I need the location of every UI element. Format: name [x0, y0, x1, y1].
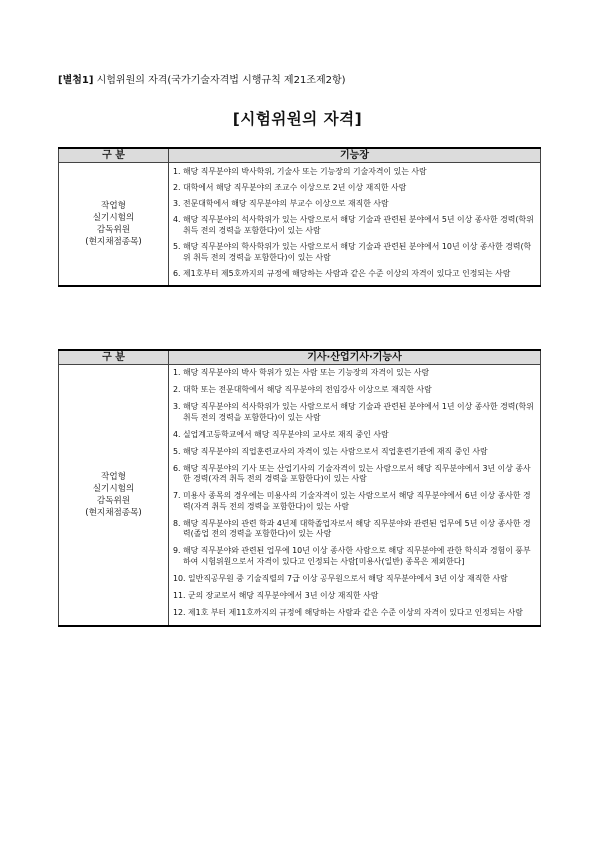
qualification-item: 8. 해당 직무분야의 관련 학과 4년제 대학졸업자로서 해당 직무분야와 관련된 업무에 5년 이상 종사한 경력(졸업 전의 경력을 포함한다)이 있는 사람 [173, 518, 531, 539]
attachment-header [58, 71, 346, 86]
category-cell [59, 163, 169, 286]
document-title: [시험위원의 자격] [232, 110, 363, 128]
qualification-column-header: 기능장 [169, 148, 541, 163]
qualification-item: 3. 해당 직무분야의 석사학위가 있는 사람으로서 해당 기술과 관련된 분야에서 1년 이상 종사한 경력(학위 취득 전의 경력을 포함한다)이 있는 사람 [173, 401, 534, 422]
category-line: (현지채점종목) [85, 507, 142, 518]
table-body-row [59, 365, 541, 626]
qualification-item: 9. 해당 직무분야와 관련된 업무에 10년 이상 종사한 사람으로 해당 직무분야에 관한 학식과 경험이 풍부하여 시험위원으로서 자격이 있다고 인정되는 사람[미용사(일반) 종목은 제외한다] [173, 546, 531, 566]
qualification-item: 1. 해당 직무분야의 박사 학위가 있는 사람 또는 기능장의 자격이 있는 사람 [173, 368, 430, 377]
category-cell [59, 365, 169, 626]
qualification-column-header: 기사·산업기사·기능사 [169, 350, 541, 365]
qualification-item: 1. 해당 직무분야의 박사학위, 기술사 또는 기능장의 기술자격이 있는 사람 [173, 167, 427, 176]
qualification-item: 4. 실업계고등학교에서 해당 직무분야의 교사로 재직 중인 사람 [173, 429, 389, 439]
category-line: (현지채점종목) [85, 236, 142, 247]
qualification-item: 7. 미용사 종목의 경우에는 미용사의 기술자격이 있는 사람으로서 해당 직무분야에서 6년 이상 종사한 경력(자격 취득 전의 경력을 포함한다)이 있는 사람 [173, 491, 531, 511]
qualification-item: 5. 해당 직무분야의 학사학위가 있는 사람으로서 해당 기술과 관련된 분야에서 10년 이상 종사한 경력(학위 취득 전의 경력을 포함한다)이 있는 사람 [173, 241, 532, 262]
category-column-header: 구 분 [59, 148, 169, 163]
category-line: 작업형 [101, 471, 126, 482]
qualification-list-cell [169, 365, 541, 626]
attachment-tag: [별첨1] [58, 75, 94, 86]
qualification-item: 6. 제1호부터 제5호까지의 규정에 해당하는 사람과 같은 수준 이상의 자격이 있다고 인정되는 사람 [173, 268, 511, 278]
qualification-item: 10. 일반직공무원 중 기술직렬의 7급 이상 공무원으로서 해당 직무분야에서 3년 이상 재직한 사람 [173, 573, 508, 583]
qualification-item: 3. 전문대학에서 해당 직무분야의 부교수 이상으로 재직한 사람 [173, 199, 389, 209]
qualification-item: 2. 대학에서 해당 직무분야의 조교수 이상으로 2년 이상 재직한 사람 [173, 183, 407, 193]
category-column-header: 구 분 [59, 350, 169, 365]
qualification-item: 5. 해당 직무분야의 직업훈련교사의 자격이 있는 사람으로서 직업훈련기관에 재직 중인 사람 [173, 446, 488, 456]
category-line: 감독위원 [96, 224, 131, 235]
qualification-item: 6. 해당 직무분야의 기사 또는 산업기사의 기술자격이 있는 사람으로서 해당 직무분야에서 3년 이상 종사한 경력(자격 취득 전의 경력을 포함한다)이 있는 사람 [173, 463, 531, 484]
attachment-header-text: 시험위원의 자격(국가기술자격법 시행규칙 제21조제2항) [93, 75, 346, 86]
table-body-row [59, 163, 541, 286]
qualification-item: 11. 군의 장교로서 해당 직무분야에서 3년 이상 재직한 사람 [173, 590, 379, 600]
category-line: 작업형 [101, 200, 126, 211]
qualification-table-engineer-technician [58, 349, 541, 627]
qualification-item: 4. 해당 직무분야의 석사학위가 있는 사람으로서 해당 기술과 관련된 분야에서 5년 이상 종사한 경력(학위 취득 전의 경력을 포함한다)이 있는 사람 [173, 215, 534, 235]
qualification-list-cell [169, 163, 541, 286]
category-line: 감독위원 [96, 495, 131, 506]
table-header-row [59, 148, 541, 163]
qualification-item: 2. 대학 또는 전문대학에서 해당 직무분야의 전임강사 이상으로 재직한 사람 [173, 384, 432, 394]
category-line: 실기시험의 [92, 483, 135, 494]
table-header-row [59, 350, 541, 365]
qualification-item: 12. 제1호 부터 제11호까지의 규정에 해당하는 사람과 같은 수준 이상의 자격이 있다고 인정되는 사람 [173, 607, 523, 617]
qualification-table-master-craftsman [58, 147, 541, 287]
category-line: 실기시험의 [92, 212, 135, 223]
